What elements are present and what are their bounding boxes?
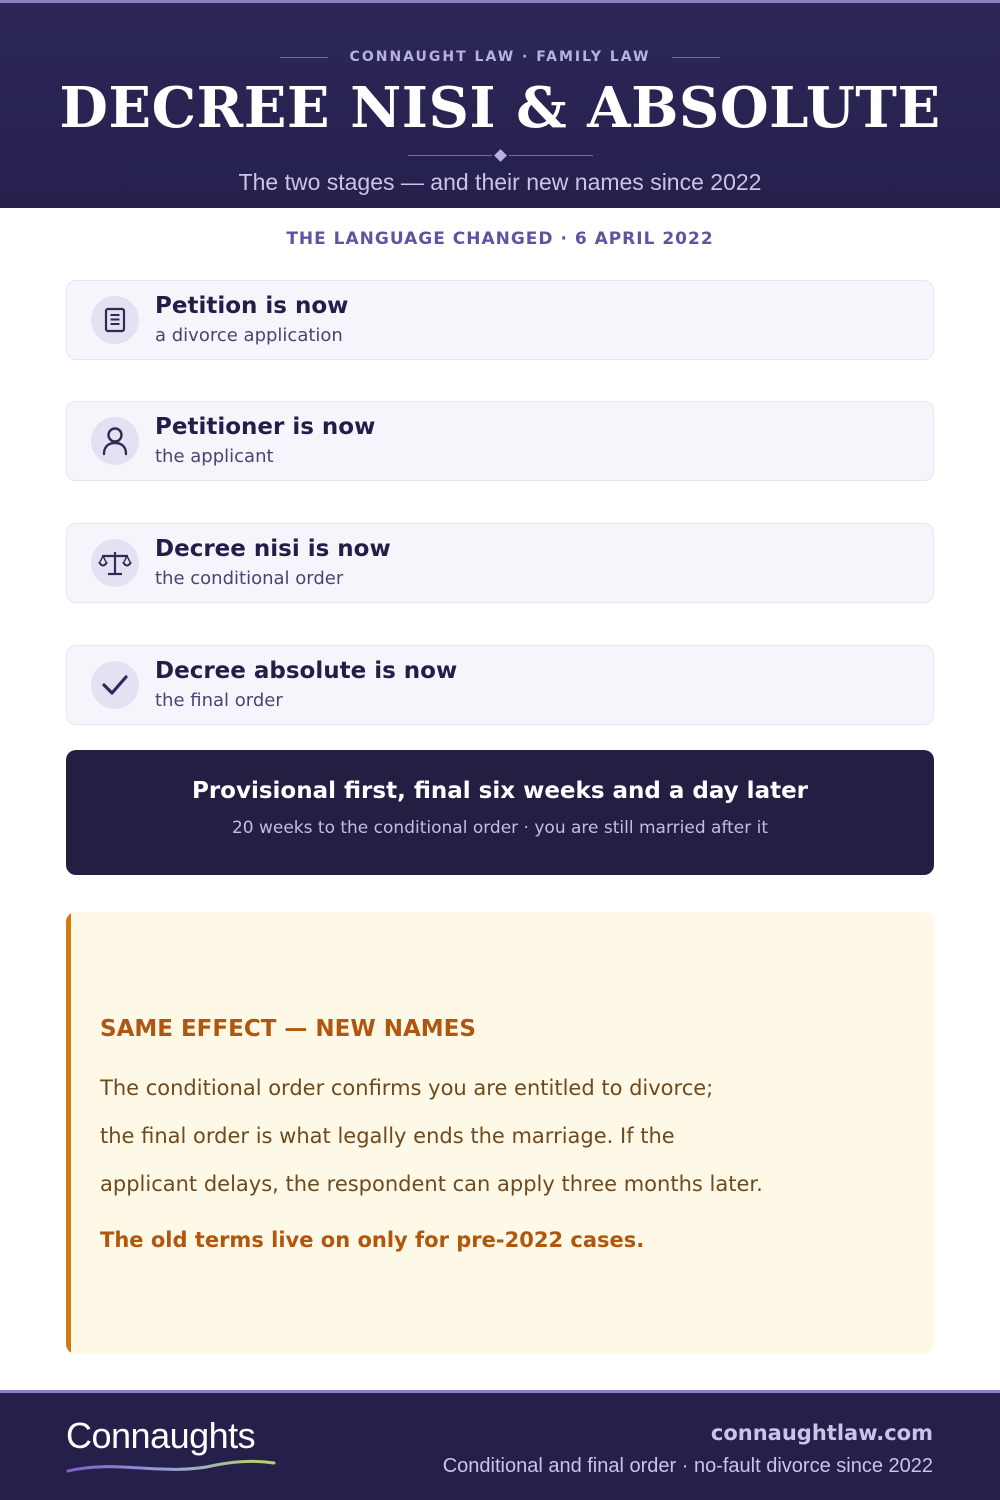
term-card-decree-nisi [66,523,934,603]
term-card-petitioner [66,401,934,481]
card-subtitle: the final order [155,690,283,711]
logo-swoosh-icon [66,1455,276,1475]
banner-title: Provisional first, final six weeks and a day later [191,778,809,804]
divider-rule-left [408,155,492,156]
note-box [66,912,934,1354]
logo-wordmark: Connaughts [66,1415,256,1456]
term-card-decree-absolute [66,645,934,725]
card-title: Decree nisi is now [155,536,391,562]
footer-tagline: Conditional and final order · no-fault divorce since 2022 [442,1455,933,1477]
note-body-line: the final order is what legally ends the marriage. If the [100,1124,675,1148]
note-body-line: The conditional order confirms you are entitled to divorce; [100,1076,714,1100]
card-subtitle: the conditional order [155,568,344,589]
title-divider [0,151,1000,160]
card-subtitle: the applicant [155,446,274,467]
note-body [100,1064,900,1208]
divider-rule-right [509,155,593,156]
note-heading: SAME EFFECT — NEW NAMES [100,1016,476,1042]
kicker-row [0,49,1000,65]
person-icon [91,417,139,465]
footer [0,1390,1000,1500]
banner-subtitle: 20 weeks to the conditional order · you are still married after it [231,818,769,838]
scales-icon [91,539,139,587]
note-emphasis: The old terms live on only for pre-2022 cases. [100,1228,645,1252]
card-title: Decree absolute is now [155,658,458,684]
kicker-rule-right [672,57,720,58]
brand-logo [66,1415,286,1471]
document-icon [91,296,139,344]
section-label: THE LANGUAGE CHANGED · 6 APRIL 2022 [286,229,714,249]
footer-url-link[interactable]: connaughtlaw.com [710,1421,933,1445]
checkmark-icon [91,661,139,709]
kicker-rule-left [280,57,328,58]
note-accent-bar [66,912,71,1354]
header [0,0,1000,208]
note-body-line: applicant delays, the respondent can apply three months later. [100,1172,763,1196]
diamond-ornament-icon [494,149,507,162]
card-title: Petitioner is now [155,414,376,440]
term-card-petition [66,280,934,360]
card-subtitle: a divorce application [155,325,343,346]
card-title: Petition is now [155,293,349,319]
page-subtitle: The two stages — and their new names since 2022 [238,169,762,195]
page-title: DECREE NISI & ABSOLUTE [59,75,941,141]
timeline-banner [66,750,934,875]
header-kicker: CONNAUGHT LAW · FAMILY LAW [349,49,651,65]
